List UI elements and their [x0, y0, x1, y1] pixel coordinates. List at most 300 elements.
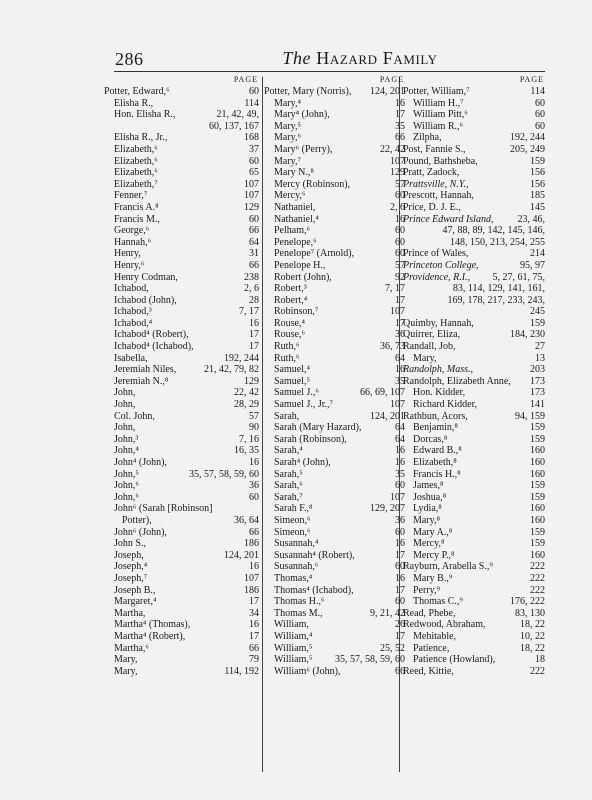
entry-name: Joseph,⁴	[114, 561, 148, 573]
entry-pages: 66	[249, 225, 259, 237]
entry-name: Reed, Kittie,	[403, 665, 454, 677]
entry-name: Elizabeth,⁸	[413, 457, 457, 468]
column-divider	[262, 77, 263, 772]
entry-name: Mercy,⁶	[274, 190, 306, 202]
index-entry	[104, 445, 259, 457]
entry-pages: 114	[244, 97, 259, 109]
entry-name: Prince of Wales,	[403, 248, 469, 260]
entry-name: Joshua,⁸	[413, 491, 447, 503]
entry-name: John,	[114, 399, 136, 411]
entry-name: Susannah,⁶	[274, 561, 319, 573]
index-entry	[403, 353, 545, 365]
index-entry	[403, 550, 545, 562]
entry-name: Martha,	[114, 607, 146, 619]
index-entry	[264, 248, 405, 260]
index-entry	[104, 492, 259, 504]
entry-name: Mary,	[114, 654, 138, 666]
entry-pages: 22, 42	[234, 387, 259, 399]
page-number: 286	[115, 49, 144, 69]
entry-pages: 107	[390, 399, 405, 411]
entry-name: John,⁵	[114, 468, 139, 480]
entry-name: Thomas H.,⁶	[274, 596, 325, 608]
entry-name: Martha⁴ (Robert),	[114, 630, 186, 642]
entry-name: Elizabeth,⁷	[114, 178, 158, 190]
entry-pages: 60	[535, 120, 545, 132]
index-entry	[403, 260, 545, 272]
entry-pages: 16	[395, 213, 405, 225]
index-entry	[403, 538, 545, 550]
entry-pages: 107	[244, 178, 259, 190]
entry-pages: 159	[530, 526, 545, 538]
index-entry	[264, 666, 405, 678]
entry-pages: 203	[530, 364, 545, 376]
index-entry	[104, 515, 259, 527]
entry-pages: 17	[249, 341, 259, 353]
index-entry	[264, 654, 405, 666]
entry-pages: 2, 6	[244, 283, 259, 295]
entry-name: Hon. Kidder,	[413, 387, 466, 399]
entry-name: Benjamin,⁸	[413, 422, 458, 434]
entry-name: Ichabod (John),	[114, 294, 177, 306]
entry-name: Pelham,⁶	[274, 225, 310, 237]
entry-pages: 186	[244, 584, 259, 596]
entry-pages: 60, 137, 167	[209, 120, 259, 132]
entry-name: Mary,⁵	[274, 120, 301, 132]
running-title-italic: The	[282, 48, 312, 68]
index-entry	[403, 643, 545, 655]
entry-pages: 64	[395, 433, 405, 445]
entry-pages: 107	[390, 491, 405, 503]
entry-name: Quimby, Hannah,	[403, 317, 474, 329]
entry-name: Robert,³	[274, 283, 307, 295]
entry-name: Lydia,⁸	[413, 503, 442, 515]
entry-pages: 159	[530, 480, 545, 492]
index-entry	[403, 515, 545, 527]
index-entry	[403, 318, 545, 330]
index-entry	[264, 190, 405, 202]
entry-name: Penelope,⁶	[274, 236, 317, 248]
entry-name: Hon. Elisha R.,	[114, 109, 176, 121]
entry-pages: 13	[535, 352, 545, 364]
entry-name: Sarah,⁶	[274, 480, 303, 492]
entry-pages: 36, 73	[380, 341, 405, 353]
index-entry	[264, 318, 405, 330]
entry-pages: 107	[244, 190, 259, 202]
entry-pages: 60	[249, 213, 259, 225]
entry-name: Martha,⁶	[114, 642, 149, 654]
index-entry	[104, 376, 259, 388]
entry-pages: 145	[530, 201, 545, 213]
index-entry	[264, 619, 405, 631]
entry-name: Mary,⁶	[274, 132, 301, 144]
entry-name: Susannah⁴ (Robert),	[274, 549, 355, 561]
index-entry	[403, 248, 545, 260]
entry-pages: 21, 42, 79, 82	[204, 364, 259, 376]
entry-pages: 16	[249, 457, 259, 468]
entry-name: Sarah (Robinson),	[274, 433, 347, 445]
entry-name: Ruth,⁶	[274, 341, 300, 353]
entry-name: William,	[274, 619, 309, 631]
entry-name: William R.,⁶	[413, 120, 464, 132]
entry-pages: 60	[395, 480, 405, 492]
index-entry	[104, 643, 259, 655]
entry-name: Mercy (Robinson),	[274, 178, 351, 190]
entry-pages: 173	[530, 387, 545, 399]
entry-pages: 186	[244, 538, 259, 550]
entry-pages: 5, 27, 61, 75,	[492, 271, 545, 283]
entry-pages: 129	[390, 167, 405, 179]
entry-name: Sarah (Mary Hazard),	[274, 422, 362, 434]
index-entry	[264, 237, 405, 249]
index-entry	[104, 132, 259, 144]
entry-name: Princeton College,	[403, 259, 479, 271]
entry-pages: 22, 42	[380, 143, 405, 155]
index-entry	[264, 376, 405, 388]
entry-pages: 222	[530, 561, 545, 573]
entry-pages: 35	[395, 120, 405, 132]
index-entry	[104, 283, 259, 295]
entry-name: Thomas C.,⁹	[413, 596, 463, 608]
entry-name: Sarah,⁷	[274, 491, 303, 503]
entry-name: Samuel,⁴	[274, 364, 310, 376]
entry-pages: 169, 178, 217, 233, 243,	[447, 294, 545, 306]
entry-name: Rouse,⁴	[274, 317, 305, 329]
entry-name: Henry Codman,	[114, 271, 178, 283]
entry-pages: 160	[530, 514, 545, 526]
entry-name: Francis H.,⁸	[413, 468, 461, 480]
index-entry	[403, 654, 545, 666]
entry-name: Ruth,⁶	[274, 352, 300, 364]
entry-name: Jeremiah N.,⁸	[114, 375, 169, 387]
index-entry	[403, 341, 545, 353]
index-entry	[403, 156, 545, 168]
index-entry	[403, 445, 545, 457]
index-entry	[264, 550, 405, 562]
entry-pages: 185	[530, 190, 545, 202]
index-entry	[104, 387, 259, 399]
index-entry	[264, 538, 405, 550]
entry-pages: 16	[395, 572, 405, 584]
index-entry	[104, 341, 259, 353]
entry-name: Elisha R.,	[114, 97, 154, 109]
entry-name: Rayburn, Arabella S.,⁹	[403, 561, 493, 573]
entry-pages: 64	[395, 422, 405, 434]
entry-pages: 17	[395, 630, 405, 642]
index-entry	[104, 179, 259, 191]
index-entry	[104, 260, 259, 272]
entry-pages: 160	[530, 549, 545, 561]
entry-name: Sarah⁴ (John),	[274, 457, 331, 468]
entry-pages: 60	[395, 526, 405, 538]
entry-name: Isabella,	[114, 352, 148, 364]
index-entry	[264, 156, 405, 168]
entry-pages: 16	[395, 538, 405, 550]
entry-name: Thomas⁴ (Ichabod),	[274, 584, 354, 596]
index-entry	[104, 190, 259, 202]
running-title-rest: Hazard Family	[316, 48, 438, 68]
entry-pages: 17	[395, 584, 405, 596]
entry-pages: 7, 16	[239, 433, 259, 445]
index-entry	[104, 585, 259, 597]
entry-pages: 156	[530, 167, 545, 179]
index-entry	[403, 492, 545, 504]
entry-pages: 124, 201	[224, 549, 259, 561]
entry-pages: 66	[249, 642, 259, 654]
entry-name: Henry,	[114, 248, 141, 260]
entry-pages: 66	[249, 526, 259, 538]
index-entry	[264, 561, 405, 573]
index-entry	[264, 121, 405, 133]
index-entry	[264, 179, 405, 191]
entry-name: William⁶ (John),	[274, 665, 341, 677]
entry-name: Joseph,⁷	[114, 572, 148, 584]
entry-pages: 23, 46,	[517, 213, 545, 225]
index-entry	[104, 527, 259, 539]
entry-pages: 90	[249, 422, 259, 434]
entry-name: Mary,⁸	[413, 514, 440, 526]
entry-name: Read, Phebe,	[403, 607, 456, 619]
index-entry	[264, 109, 405, 121]
index-entry	[403, 190, 545, 202]
entry-name: Robert (John),	[274, 271, 332, 283]
entry-name: William,⁴	[274, 630, 313, 642]
entry-pages: 16	[249, 561, 259, 573]
entry-name: William,⁵	[274, 654, 313, 666]
index-entry	[104, 86, 259, 98]
index-entry	[264, 445, 405, 457]
entry-pages: 17	[249, 630, 259, 642]
entry-pages: 129	[244, 375, 259, 387]
entry-name: Henry,⁶	[114, 259, 145, 271]
index-entry	[264, 272, 405, 284]
entry-name: Rouse,⁶	[274, 329, 305, 341]
index-entry	[104, 237, 259, 249]
entry-pages: 245	[530, 306, 545, 318]
index-entry	[403, 631, 545, 643]
entry-pages: 107	[244, 572, 259, 584]
entry-pages: 83, 114, 129, 141, 161,	[452, 283, 545, 295]
entry-name: Pratt, Zadock,	[403, 167, 460, 179]
entry-pages: 10, 22	[520, 630, 545, 642]
entry-name: John⁶ (Sarah [Robinson]	[114, 503, 213, 515]
index-entry	[264, 492, 405, 504]
index-entry	[264, 132, 405, 144]
entry-name: Ichabod⁴ (Robert),	[114, 329, 189, 341]
entry-name: Joseph,	[114, 549, 144, 561]
entry-name: Potter),	[122, 514, 152, 526]
entry-pages: 159	[530, 317, 545, 329]
entry-pages: 35	[395, 375, 405, 387]
entry-pages: 16	[395, 445, 405, 457]
index-entries	[403, 86, 545, 677]
entry-pages: 17	[395, 294, 405, 306]
entry-name: Mehitable,	[413, 630, 457, 642]
entry-pages: 35	[395, 468, 405, 480]
index-entry	[104, 167, 259, 179]
entry-name: Edward B.,⁸	[413, 445, 462, 457]
entry-pages: 222	[530, 665, 545, 677]
entry-name: William Pitt,⁶	[413, 109, 468, 121]
index-entry	[264, 469, 405, 481]
index-entry	[104, 422, 259, 434]
entry-pages: 159	[530, 491, 545, 503]
entry-pages: 35, 57, 58, 59, 60	[189, 468, 259, 480]
entry-pages: 92	[395, 271, 405, 283]
entry-name: Hannah,⁶	[114, 236, 152, 248]
entry-name: Penelope H.,	[274, 259, 326, 271]
entry-pages: 34	[249, 607, 259, 619]
index-entry	[104, 214, 259, 226]
entry-pages: 36	[395, 514, 405, 526]
index-entry	[264, 434, 405, 446]
entry-pages: 57	[395, 178, 405, 190]
index-entry	[403, 283, 545, 295]
index-entry	[403, 434, 545, 446]
entry-pages: 160	[530, 457, 545, 468]
index-entry	[403, 411, 545, 423]
entry-pages: 114	[530, 86, 545, 97]
entry-name: Simeon,⁶	[274, 514, 311, 526]
entry-pages: 31	[249, 248, 259, 260]
entry-name: Richard Kidder,	[413, 399, 478, 411]
entry-name: Nathaniel,	[274, 201, 316, 213]
entry-name: Ichabod⁴ (Ichabod),	[114, 341, 194, 353]
entry-name: Pound, Bathsheba,	[403, 155, 478, 167]
entry-name: Prescott, Hannah,	[403, 190, 474, 202]
entry-name: John S.,	[114, 538, 146, 550]
index-entry	[264, 527, 405, 539]
page-header	[115, 49, 545, 73]
column-heading: PAGE	[233, 75, 258, 84]
index-entry	[264, 214, 405, 226]
entry-pages: 124, 201	[370, 86, 405, 97]
index-entry	[403, 666, 545, 678]
index-entry	[403, 596, 545, 608]
index-entry	[104, 225, 259, 237]
entry-pages: 60	[535, 97, 545, 109]
entry-name: Randall, Job,	[403, 341, 456, 353]
entry-pages: 25, 52	[380, 642, 405, 654]
index-entry	[403, 109, 545, 121]
entry-pages: 57	[395, 259, 405, 271]
entry-name: Elizabeth,⁶	[114, 143, 158, 155]
entry-pages: 124, 201	[370, 410, 405, 422]
index-entry	[264, 643, 405, 655]
entry-pages: 17	[395, 317, 405, 329]
entry-name: Mary,⁴	[274, 97, 301, 109]
index-entry	[403, 561, 545, 573]
index-entry	[104, 434, 259, 446]
entry-pages: 83, 130	[515, 607, 545, 619]
entry-pages: 36	[395, 329, 405, 341]
entry-pages: 205, 249	[510, 143, 545, 155]
index-entry	[403, 619, 545, 631]
entry-name: Potter, William,⁷	[403, 86, 470, 97]
entry-name: Col. John,	[114, 410, 155, 422]
index-entry	[403, 167, 545, 179]
index-entry	[403, 422, 545, 434]
entry-pages: 2, 6	[390, 201, 405, 213]
index-entry	[104, 480, 259, 492]
entry-pages: 79	[249, 654, 259, 666]
entry-pages: 64	[249, 236, 259, 248]
entry-name: Samuel J.,⁶	[274, 387, 319, 399]
entry-name: Joseph B.,	[114, 584, 156, 596]
entry-name: Thomas,⁴	[274, 572, 313, 584]
entry-name: Francis M.,	[114, 213, 160, 225]
entry-name: Nathaniel,⁴	[274, 213, 319, 225]
entry-name: William H.,⁷	[413, 97, 464, 109]
entry-pages: 222	[530, 572, 545, 584]
column-heading: PAGE	[519, 75, 544, 84]
entry-pages: 28, 29	[234, 399, 259, 411]
entry-name: Elizabeth,⁶	[114, 167, 158, 179]
entry-name: Mary A.,⁸	[413, 526, 453, 538]
entry-name: Potter, Mary (Norris),	[264, 86, 352, 97]
entry-name: Ichabod,³	[114, 306, 152, 318]
index-entries	[104, 86, 259, 677]
entry-pages: 17	[249, 596, 259, 608]
index-entry	[264, 364, 405, 376]
entry-pages: 184, 230	[510, 329, 545, 341]
entry-pages: 160	[530, 503, 545, 515]
entry-name: John⁴ (John),	[114, 457, 167, 468]
entry-name: Mary,	[413, 352, 437, 364]
entry-name: Margaret,⁴	[114, 596, 157, 608]
index-entry	[264, 306, 405, 318]
index-entry	[104, 121, 259, 133]
entry-pages: 35, 57, 58, 59, 60	[335, 654, 405, 666]
entry-pages: 173	[530, 375, 545, 387]
entry-name: Martha⁴ (Thomas),	[114, 619, 191, 631]
entry-pages: 60	[395, 225, 405, 237]
index-entry	[403, 214, 545, 226]
entry-name: Sarah F.,⁸	[274, 503, 313, 515]
entry-name: Fenner,⁷	[114, 190, 148, 202]
index-entry	[403, 585, 545, 597]
entry-name: Rathbun, Acors,	[403, 410, 468, 422]
index-entry	[104, 353, 259, 365]
index-entry	[264, 144, 405, 156]
entry-pages: 16	[395, 364, 405, 376]
entry-pages: 60	[395, 561, 405, 573]
entry-pages: 168	[244, 132, 259, 144]
entry-name: John,	[114, 387, 136, 399]
entry-name: Price, D. J. E.,	[403, 201, 461, 213]
entry-pages: 16	[395, 457, 405, 468]
index-entry	[403, 457, 545, 469]
entry-pages: 7, 17	[239, 306, 259, 318]
index-entry	[264, 295, 405, 307]
entry-pages: 141	[530, 399, 545, 411]
entry-pages: 114, 192	[224, 665, 259, 677]
entry-name: George,⁶	[114, 225, 150, 237]
entry-pages: 66	[249, 259, 259, 271]
entry-name: Robinson,⁷	[274, 306, 319, 318]
index-entry	[264, 457, 405, 469]
entry-name: Mary B.,⁹	[413, 572, 453, 584]
entry-name: Mary N.,⁸	[274, 167, 314, 179]
entry-name: John,⁶	[114, 491, 139, 503]
entry-pages: 129	[244, 201, 259, 213]
index-entry	[104, 619, 259, 631]
index-entry	[104, 98, 259, 110]
entry-name: Zilpha,	[413, 132, 442, 144]
index-entry	[264, 225, 405, 237]
entry-pages: 160	[530, 445, 545, 457]
index-entry	[264, 515, 405, 527]
index-entry	[403, 202, 545, 214]
